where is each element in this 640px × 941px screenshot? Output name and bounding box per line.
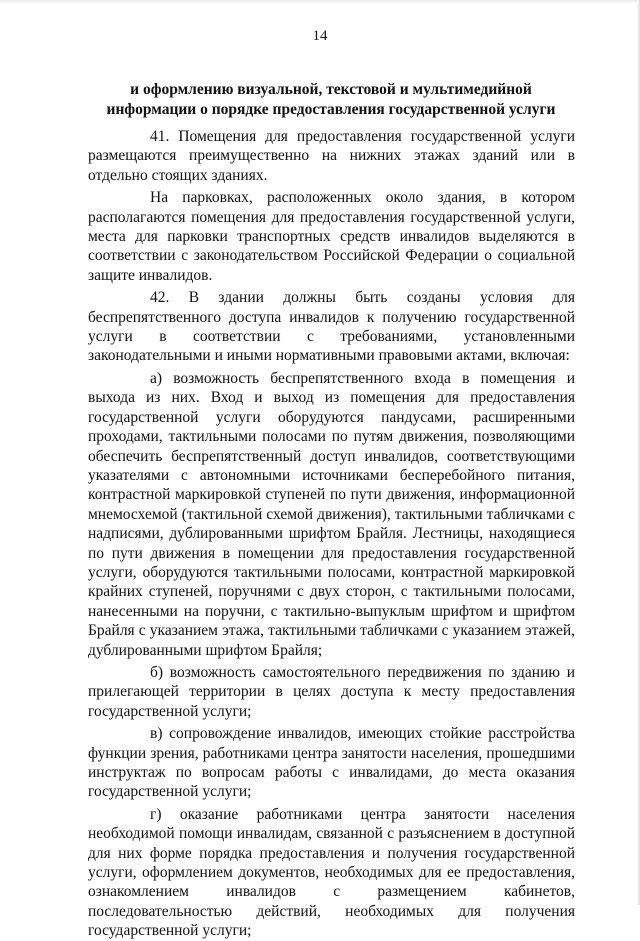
page-number: 14 bbox=[312, 28, 328, 44]
document-body bbox=[88, 127, 575, 941]
paragraph-item-a: а) возможность беспрепятственного входа в помещения и выхода из них. Вход и выход из помещения для предоставления государственной услуги оборудуются пандусами, расширенными проходами, тактильными полосами по путям движения, позволяющими обеспечить беспрепятственный доступ инвалидов, соответствующими указателями с автономными источниками бесперебойного питания, контрастной маркировкой ступеней по пути движения, информационной мнемосхемой (тактильной схемой движения), тактильными табличками с надписями, дублированными шрифтом Брайля. Лестницы, находящиеся по пути движения в помещении для предоставления государственной услуги, оборудуются тактильными полосами, контрастной маркировкой крайних ступеней, поручнями с двух сторон, с тактильными полосами, нанесенными на поручни, с тактильно-выпуклым шрифтом и шрифтом Брайля с указанием этажа, тактильными табличками с указанием этажей, дублированными шрифтом Брайля; bbox=[88, 369, 575, 659]
section-heading: и оформлению визуальной, текстовой и мультимедийной информации о порядке предоставления государственной услуги bbox=[106, 81, 556, 118]
paragraph-42: 42. В здании должны быть созданы условия для беспрепятственного доступа инвалидов к получению государственной услуги в соответствии с требованиями, установленными законодательными и иными нормативными правовыми актами, включая: bbox=[88, 289, 575, 365]
paragraph-item-g: г) оказание работниками центра занятости населения необходимой помощи инвалидам, связанной с разъяснением в доступной для них форме порядка предоставления и получения государственной услуги, оформлением документов, необходимых для ее предоставления, ознакомлением инвалидов с размещением кабинетов, последовательностью действий, необходимых для получения государственной услуги; bbox=[88, 805, 575, 940]
paragraph-item-v: в) сопровождение инвалидов, имеющих стойкие расстройства функции зрения, работниками центра занятости населения, прошедшими инструктаж по вопросам работы с инвалидами, до места оказания государственной услуги; bbox=[88, 725, 575, 801]
scan-edge-top bbox=[0, 0, 640, 4]
paragraph-41: 41. Помещения для предоставления государственной услуги размещаются преимущественно на нижних этажах зданий или в отдельно стоящих зданиях. bbox=[88, 128, 575, 184]
paragraph-parking: На парковках, расположенных около здания, в котором располагаются помещения для предоставления государственной услуги, места для парковки транспортных средств инвалидов выделяются в соответствии с законодательством Российской Федерации о социальной защите инвалидов. bbox=[88, 189, 575, 284]
paragraph-item-b: б) возможность самостоятельного передвижения по зданию и прилегающей территории в целях доступа к месту предоставления государственной услуги; bbox=[88, 663, 575, 720]
